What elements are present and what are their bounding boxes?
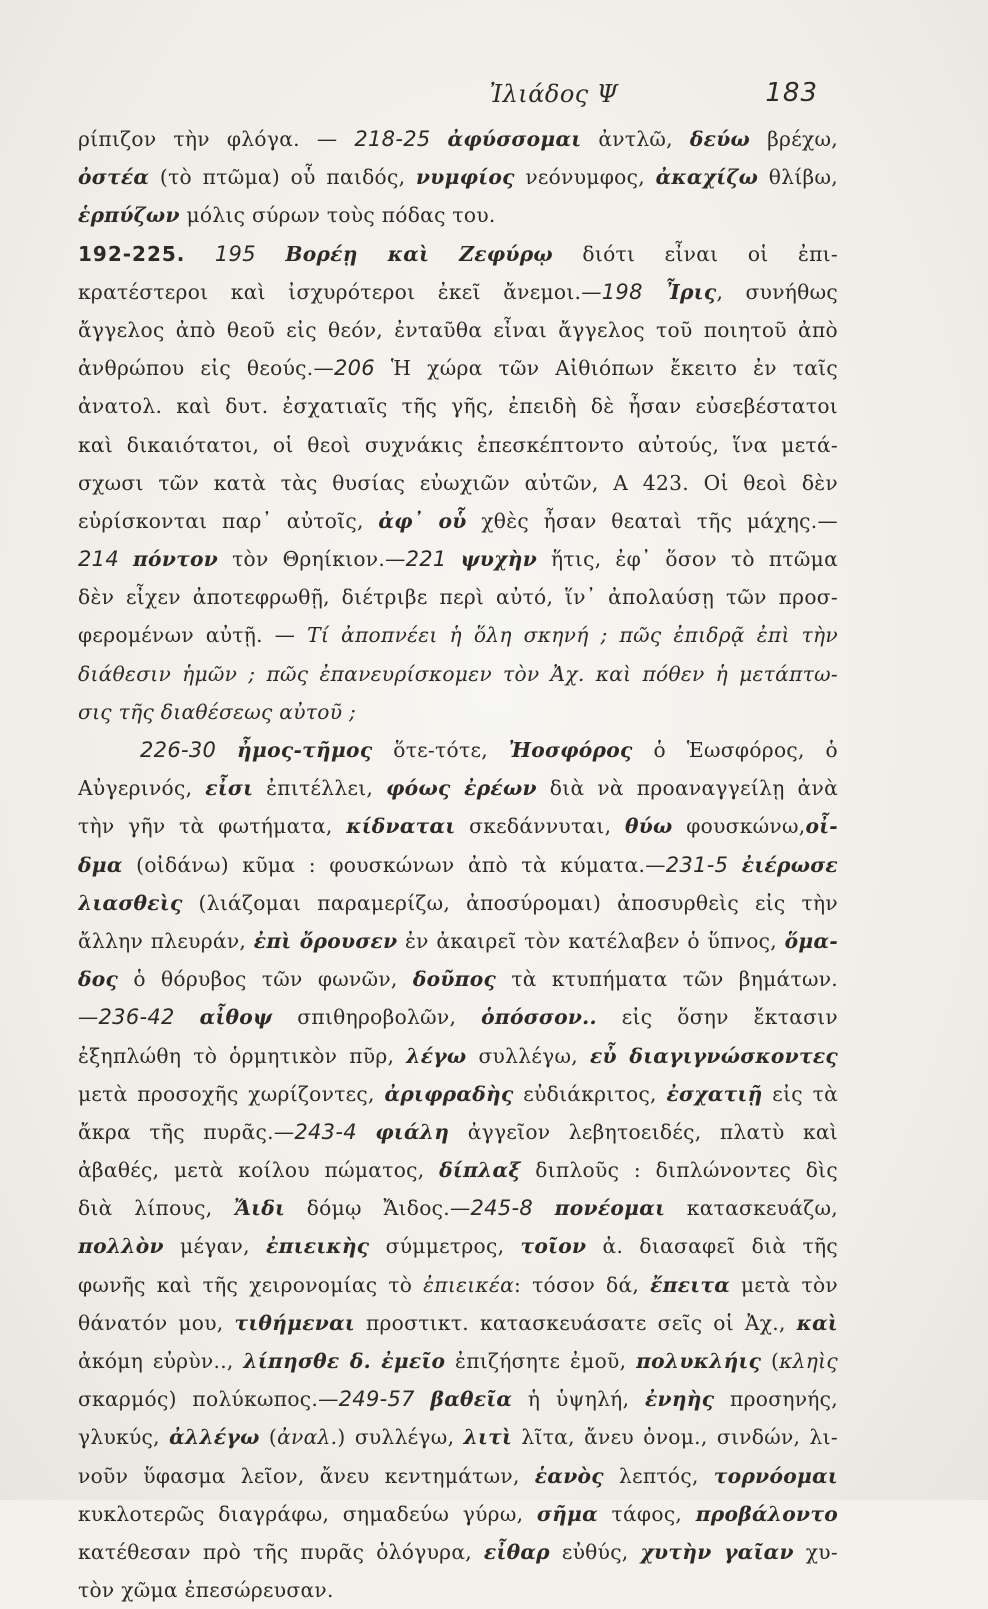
lemma: τοῖον (520, 1234, 587, 1259)
text-span: ἐν ἀκαιρεῖ τὸν κατέλαβεν ὁ ὕπνος, (397, 928, 785, 953)
text-line (78, 1189, 838, 1227)
text-span: ( (259, 1425, 278, 1450)
text-span: σκεδάννυται, (455, 814, 625, 839)
text-span: τὸν χῶμα ἐπεσώρευσαν. (78, 1578, 334, 1603)
text-span: ἀναλ. (277, 1425, 338, 1450)
verse-ref: 231-5 (665, 852, 729, 877)
lemma: αἶθοψ (199, 1005, 273, 1030)
lemma: εἶσι (205, 776, 254, 801)
lemma: φόως ἐρέων (386, 776, 537, 801)
lemma: ἦμος-τῆμος (237, 738, 373, 762)
lemma: λιασθεὶς (78, 890, 183, 915)
lemma: ἐπιεικὴς (266, 1234, 370, 1259)
text-span: μέγαν, (163, 1234, 267, 1259)
text-span: ἄγγελος ἀπὸ θεοῦ εἰς θεόν, ἐνταῦθα εἶναι ἄγγελος τοῦ ποιητοῦ ἀπὸ (78, 317, 838, 342)
lemma: κίδναται (346, 814, 456, 839)
text-span: ἡ ὑψηλή, (512, 1387, 645, 1412)
text-span: χθὲς ἦσαν θεαταὶ τῆς μάχης.— (466, 508, 838, 533)
text-line (78, 1113, 838, 1151)
text-line (78, 616, 838, 654)
verse-ref: 245-8 (470, 1196, 534, 1221)
commentary-text (78, 120, 838, 1609)
text-span: φερομένων αὐτῇ. — (78, 623, 308, 648)
text-span: (τὸ πτῶμα) οὗ παιδός, (149, 165, 416, 190)
text-span: : τόσον δά, (514, 1272, 651, 1297)
text-span: ὅτε-τότε, (372, 738, 509, 762)
text-line (78, 1037, 838, 1075)
lemma: ἐνηὴς (644, 1387, 715, 1412)
lemma: βαθεῖα (430, 1387, 513, 1412)
text-span: τὴν γῆν τὰ φωτήματα, (78, 814, 347, 839)
lemma: πονέομαι (554, 1196, 666, 1221)
lemma: ἀφύσσομαι (447, 127, 582, 151)
text-span: συλλέγω, (466, 1043, 590, 1068)
text-span: ὁ Ἑωσφόρος, ὁ (632, 738, 838, 762)
text-span (357, 1120, 375, 1144)
page-header (0, 74, 988, 114)
lemma: λίπησθε δ. ἐμεῖο (243, 1349, 446, 1373)
lemma: λιτὶ (463, 1425, 513, 1450)
lemma: δοῦπος (412, 967, 497, 992)
lemma: τορνόομαι (713, 1463, 838, 1488)
text-span: ἐπιεικέα (423, 1272, 515, 1297)
verse-ref: 226-30 (140, 738, 217, 762)
text-span: ἀβαθές, μετὰ κοίλου πώματος, (78, 1158, 440, 1183)
text-span: ρίπιζον τὴν φλόγα. — (78, 127, 355, 151)
text-span: θλίβω, (758, 165, 838, 190)
text-span: κατέθεσαν πρὸ τῆς πυρᾶς ὁλόγυρα, (78, 1539, 484, 1564)
lemma: Ἠοσφόρος (508, 738, 633, 762)
text-span: προστικτ. κατασκευάσατε σεῖς οἱ Ἀχ., (355, 1310, 797, 1335)
text-span: δὲν εἶχεν ἀποτεφρωθῇ, διέτριβε περὶ αὐτό, ἵν᾽ ἀπολαύσῃ τῶν προσ- (78, 585, 838, 610)
text-span (643, 280, 665, 304)
lemma: ἐιέρωσε (741, 852, 838, 877)
text-line (78, 1495, 838, 1533)
text-line (78, 1266, 838, 1304)
text-span: τὸν Θρηίκιον.— (218, 547, 406, 572)
lemma: Ἄιδι (234, 1196, 286, 1221)
text-span: σχωσι τῶν κατὰ τὰς θυσίας εὐωχιῶν αὐτῶν, Α 423. Οἱ θεοὶ δὲν (78, 470, 838, 495)
lemma: θύω (624, 814, 673, 839)
lemma: προβάλοντο (695, 1501, 838, 1526)
verse-ref: 218-25 (354, 127, 431, 151)
text-span: (οἰδάνω) κῦμα : φουσκώνων ἀπὸ τὰ κύματα.— (122, 852, 666, 877)
verse-ref: 214 (78, 547, 119, 572)
verse-ref: 195 (214, 241, 256, 266)
lemma: δος (78, 967, 119, 992)
text-span: (λιάζομαι παραμερίζω, ἀποσύρομαι) ἀποσυρθεὶς εἰς τὴν (182, 890, 838, 915)
text-span: μετὰ προσοχῆς χωρίζοντες, (78, 1081, 385, 1106)
text-span: κατασκευάζω, (665, 1196, 838, 1221)
text-span (256, 242, 285, 266)
text-span: — (78, 1005, 99, 1030)
verse-ref: 249-57 (338, 1387, 415, 1412)
text-line (78, 578, 838, 616)
lemma: ὀστέα (78, 165, 150, 190)
lemma: Βορέῃ καὶ Ζεφύρῳ (285, 241, 553, 266)
text-span (447, 547, 461, 571)
text-span: διὰ νὰ προαναγγείλῃ ἀνὰ (536, 776, 838, 801)
text-span (175, 1005, 200, 1029)
text-span: σις τῆς διαθέσεως αὐτοῦ ; (78, 699, 357, 724)
text-line (78, 1533, 838, 1571)
text-line (78, 731, 838, 769)
text-span (728, 853, 742, 877)
text-line (78, 1227, 838, 1265)
text-span: ἄλλην πλευράν, (78, 928, 254, 953)
lemma: ἐσχατιῇ (666, 1081, 763, 1106)
text-span: ἥτις, ἐφ᾽ ὅσον τὸ πτῶμα (537, 547, 838, 572)
text-span: προσηνής, (714, 1387, 838, 1412)
verse-ref: 198 (601, 279, 643, 304)
text-span: ἀ. διασαφεῖ διὰ τῆς (586, 1234, 838, 1259)
text-line (78, 387, 838, 425)
text-span: σπιθηροβολῶν, (272, 1005, 482, 1030)
text-span: ἐπιτέλλει, (253, 776, 387, 801)
lemma: ἐπὶ ὄρουσεν (253, 928, 398, 953)
text-span: τὰ κτυπήματα τῶν βημάτων. (496, 967, 838, 992)
text-span: εὑρίσκονται παρ᾽ αὐτοῖς, (78, 508, 379, 533)
text-span: ἀγγεῖον λεβητοειδές, πλατὺ καὶ (449, 1119, 838, 1144)
text-span: τάφος, (597, 1501, 696, 1526)
text-line (78, 922, 838, 960)
lemma: ὁπόσσον.. (481, 1005, 597, 1030)
lemma: ἔπειτα (650, 1272, 731, 1297)
text-span: διότι εἶναι οἱ ἐπι- (552, 241, 838, 266)
text-span: καὶ δικαιότατοι, οἱ θεοὶ συχνάκις ἐπεσκέπτοντο αὐτούς, ἵνα μετά- (78, 432, 838, 457)
lemma: δμα (78, 852, 123, 877)
text-line (78, 311, 838, 349)
running-title: Ἰλιάδος Ψ (489, 80, 619, 108)
text-span: , συνήθως (716, 279, 838, 304)
text-span (415, 1387, 431, 1411)
text-line (78, 998, 838, 1036)
text-span (119, 547, 133, 571)
lemma: ἑανὸς (534, 1463, 604, 1488)
text-line (78, 464, 838, 502)
lemma: οἶ- (805, 814, 838, 839)
text-line (78, 1304, 838, 1342)
text-span: ἀνθρώπου εἰς θεούς.— (78, 356, 334, 381)
text-span: κληὶς (779, 1349, 838, 1373)
text-span: Ἡ χώρα τῶν Αἰθιόπων ἔκειτο ἐν ταῖς (374, 356, 838, 381)
page-number: 183 (765, 78, 818, 108)
text-span: Αὐγερινός, (78, 776, 206, 801)
text-span: κρατέστεροι καὶ ἰσχυρότεροι ἐκεῖ ἄνεμοι.— (78, 279, 602, 304)
lemma: πολυκλήις (636, 1349, 762, 1373)
text-span: ) συλλέγω, (337, 1425, 464, 1450)
text-line (78, 1571, 838, 1609)
text-span (216, 738, 237, 762)
lemma: δίπλαξ (439, 1158, 521, 1183)
text-line (78, 540, 838, 578)
text-span: διπλοῦς : διπλώνοντες δὶς (520, 1158, 838, 1183)
text-span (533, 1196, 555, 1220)
lemma: ὅμα- (784, 928, 838, 953)
text-span: διὰ λίπους, (78, 1196, 235, 1221)
text-line (78, 1418, 838, 1456)
text-line (78, 693, 838, 731)
text-span: λεπτός, (603, 1463, 714, 1488)
text-span: μετὰ τὸν (730, 1272, 838, 1297)
lemma: ψυχὴν (460, 547, 538, 572)
section-ref: 192-225. (78, 241, 186, 266)
text-line (78, 120, 838, 158)
lemma: ἑρπύζων (78, 203, 180, 228)
text-line (78, 1342, 838, 1380)
text-line (78, 1457, 838, 1495)
text-line (78, 769, 838, 807)
text-span: φουσκώνω, (672, 814, 806, 839)
text-line (78, 235, 838, 273)
text-span: ἄκρα τῆς πυρᾶς.— (78, 1119, 295, 1144)
text-line (78, 1075, 838, 1113)
text-span: χυ- (793, 1539, 838, 1564)
text-span: ἐξηπλώθη τὸ ὁρμητικὸν πῦρ, (78, 1043, 407, 1068)
text-line (78, 960, 838, 998)
lemma: χυτὴν γαῖαν (640, 1539, 794, 1564)
text-line (78, 1380, 838, 1418)
text-span: σύμμετρος, (369, 1234, 521, 1259)
text-span: θάνατόν μου, (78, 1310, 235, 1335)
text-span: λῖτα, ἄνευ ὀνομ., σινδών, λι- (512, 1425, 838, 1450)
lemma: καὶ (796, 1310, 838, 1335)
text-span: φωνῆς καὶ τῆς χειρονομίας τὸ (78, 1272, 424, 1297)
text-span: κυκλοτερῶς διαγράφω, σημαδεύω γύρω, (78, 1501, 537, 1526)
text-line (78, 349, 838, 387)
lemma: ἀκαχίζω (655, 165, 759, 190)
lemma: πόντον (132, 547, 219, 572)
text-span: σκαρμός) πολύκωπος.— (78, 1387, 339, 1412)
text-line (78, 273, 838, 311)
text-span: νοῦν ὕφασμα λεῖον, ἄνευ κεντημάτων, (78, 1463, 535, 1488)
text-span: ὁ θόρυβος τῶν φωνῶν, (118, 967, 413, 992)
text-span: ἀνατολ. καὶ δυτ. ἐσχατιαῖς τῆς γῆς, ἐπειδὴ δὲ ἦσαν εὐσεβέστατοι (78, 394, 838, 419)
lemma: λέγω (406, 1043, 467, 1068)
text-span: ἀκόμη εὐρὺν.., (78, 1349, 244, 1373)
text-line (78, 158, 838, 196)
text-span: νεόνυμφος, (514, 165, 656, 190)
text-span: ἐπιζήσητε ἐμοῦ, (445, 1349, 637, 1373)
text-span: εὐθύς, (549, 1539, 641, 1564)
verse-ref: 236-42 (98, 1005, 175, 1030)
text-span: ( (761, 1349, 780, 1373)
lemma: ἀφ᾽ οὗ (378, 508, 467, 533)
text-span: δόμῳ Ἄιδος.— (285, 1196, 471, 1221)
lemma: ἀριφραδὴς (384, 1081, 514, 1106)
text-line (78, 196, 838, 234)
text-span: εἰς τὰ (762, 1081, 838, 1106)
text-span: Τί ἀποπνέει ἡ ὅλη σκηνή ; πῶς ἐπιδρᾷ ἐπὶ τὴν (307, 623, 838, 648)
lemma: νυμφίος (416, 165, 515, 190)
text-span: βρέχω, (750, 127, 838, 151)
lemma: φιάλη (375, 1119, 450, 1144)
lemma: εὖ διαγιγνώσκοντες (589, 1043, 838, 1068)
lemma: εἶθαρ (483, 1539, 550, 1564)
text-line (78, 1151, 838, 1189)
text-span: μόλις σύρων τοὺς πόδας του. (179, 203, 496, 228)
verse-ref: 243-4 (294, 1119, 357, 1144)
text-line (78, 807, 838, 845)
lemma: ἀλλέγω (169, 1425, 260, 1450)
text-line (78, 426, 838, 464)
text-line (78, 846, 838, 884)
lemma: δεύω (689, 127, 751, 151)
text-line (78, 884, 838, 922)
text-span: εἰς ὅσην ἔκτασιν (596, 1005, 838, 1030)
text-line (78, 502, 838, 540)
lemma: σῆμα (536, 1501, 598, 1526)
text-span: διάθεσιν ἡμῶν ; πῶς ἐπανευρίσκομεν τὸν Ἀχ. καὶ πόθεν ἡ μετάπτω- (78, 661, 838, 686)
text-span (431, 127, 448, 151)
text-span (185, 242, 214, 266)
lemma: τιθήμεναι (234, 1310, 355, 1335)
text-span: γλυκύς, (78, 1425, 170, 1450)
verse-ref: 206 (333, 356, 375, 381)
text-span: εὐδιάκριτος, (513, 1081, 667, 1106)
verse-ref: 221 (405, 547, 447, 572)
text-line (78, 655, 838, 693)
lemma: πολλὸν (78, 1234, 164, 1259)
lemma: Ἶρις (665, 279, 717, 304)
text-span: ἀντλῶ, (581, 127, 690, 151)
